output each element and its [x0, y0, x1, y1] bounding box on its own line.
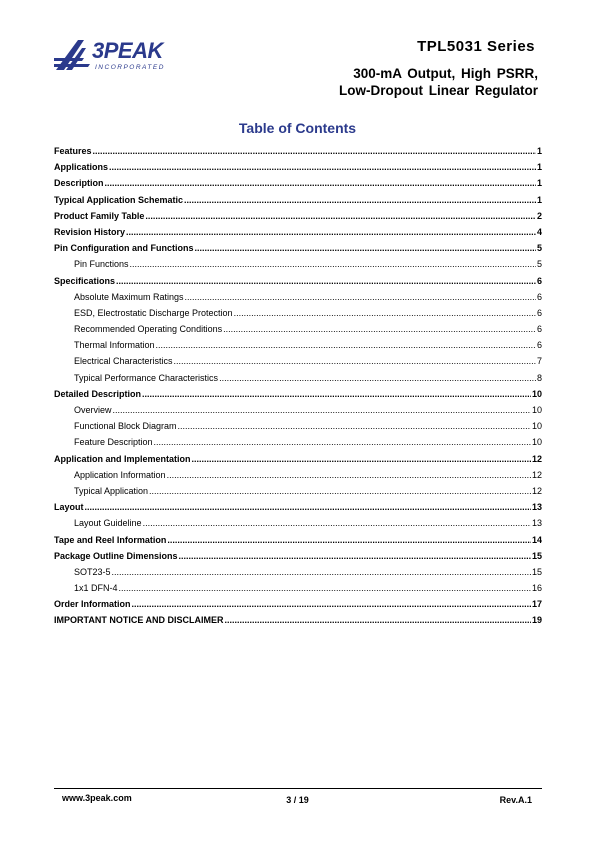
- toc-entry-page: 15: [531, 566, 542, 577]
- toc-leader-dots: [93, 146, 536, 156]
- toc-entry-page: 15: [531, 550, 542, 561]
- toc-subentry[interactable]: [54, 292, 542, 308]
- toc-entry-page: 10: [531, 388, 542, 399]
- toc-entry-title: Description: [54, 178, 104, 189]
- toc-entry[interactable]: [54, 276, 542, 292]
- toc-entry-page: 1: [536, 146, 542, 156]
- toc-entry[interactable]: [54, 502, 542, 518]
- toc-subentry[interactable]: [54, 373, 542, 389]
- toc-entry-page: 13: [531, 502, 542, 513]
- toc-entry-title: Feature Description: [74, 437, 153, 448]
- toc-entry-title: Features: [54, 146, 92, 156]
- footer-website: www.3peak.com: [62, 793, 132, 803]
- toc-title: Table of Contents: [238, 120, 357, 136]
- company-logo: [54, 38, 184, 74]
- subtitle-line-2: Low-Dropout Linear Regulator: [339, 83, 538, 98]
- toc-leader-dots: [145, 211, 536, 221]
- toc-entry-title: Recommended Operating Conditions: [74, 324, 223, 335]
- toc-entry-title: Application and Implementation: [54, 453, 191, 464]
- toc-entry[interactable]: [54, 454, 542, 470]
- toc-entry[interactable]: [54, 535, 542, 551]
- toc-entry-page: 10: [531, 405, 542, 415]
- toc-leader-dots: [167, 535, 531, 545]
- toc-leader-dots: [185, 292, 536, 302]
- toc-entry-page: 12: [531, 453, 542, 464]
- toc-subentry[interactable]: [54, 518, 542, 534]
- toc-subentry[interactable]: [54, 324, 542, 340]
- toc-subentry[interactable]: [54, 486, 542, 502]
- toc-entry-page: 13: [531, 518, 542, 529]
- toc-leader-dots: [225, 615, 531, 625]
- toc-entry-title: Typical Performance Characteristics: [74, 372, 219, 383]
- toc-entry-page: 12: [531, 469, 542, 480]
- toc-leader-dots: [154, 437, 531, 447]
- peak-logo-icon: [54, 38, 94, 72]
- toc-entry-title: Thermal Information: [74, 340, 155, 351]
- toc-subentry[interactable]: [54, 340, 542, 356]
- toc-leader-dots: [130, 259, 536, 269]
- toc-leader-dots: [167, 470, 531, 480]
- toc-entry-page: 6: [536, 307, 542, 318]
- toc-entry-title: Revision History: [54, 226, 126, 237]
- toc-entry-title: Package Outline Dimensions: [54, 550, 178, 561]
- subtitle-line-1: 300-mA Output, High PSRR,: [353, 66, 538, 81]
- toc-entry-page: 16: [531, 583, 542, 594]
- toc-leader-dots: [156, 340, 536, 350]
- product-subtitle: [339, 65, 538, 99]
- toc-entry-title: Typical Application Schematic: [54, 194, 184, 205]
- toc-entry-page: 14: [531, 534, 542, 545]
- toc-entry-title: Functional Block Diagram: [74, 421, 177, 432]
- toc-subentry[interactable]: [54, 259, 542, 275]
- toc-leader-dots: [105, 178, 536, 188]
- toc-entry-title: Specifications: [54, 275, 116, 286]
- toc-entry-page: 5: [536, 259, 542, 270]
- toc-leader-dots: [143, 518, 531, 528]
- toc-leader-dots: [149, 486, 531, 496]
- toc-leader-dots: [234, 308, 536, 318]
- toc-subentry[interactable]: [54, 470, 542, 486]
- toc-entry-page: 1: [536, 178, 542, 189]
- toc-entry[interactable]: [54, 178, 542, 194]
- toc-entry[interactable]: [54, 599, 542, 615]
- toc-entry[interactable]: [54, 146, 542, 162]
- toc-entry-title: Application Information: [74, 469, 166, 480]
- toc-entry[interactable]: [54, 227, 542, 243]
- toc-leader-dots: [178, 421, 531, 431]
- toc-leader-dots: [223, 324, 536, 334]
- toc-entry-page: 6: [536, 291, 542, 302]
- toc-entry-title: Layout Guideline: [74, 518, 142, 529]
- toc-subentry[interactable]: [54, 437, 542, 453]
- toc-entry-page: 6: [536, 324, 542, 335]
- toc-entry-title: Layout: [54, 502, 84, 513]
- toc-entry-title: Detailed Description: [54, 388, 142, 399]
- toc-leader-dots: [195, 243, 536, 253]
- toc-entry[interactable]: [54, 551, 542, 567]
- toc-entry-title: SOT23-5: [74, 566, 111, 577]
- toc-subentry[interactable]: [54, 583, 542, 599]
- toc-entry[interactable]: [54, 195, 542, 211]
- toc-entry[interactable]: [54, 211, 542, 227]
- toc-leader-dots: [174, 356, 536, 366]
- toc-leader-dots: [85, 502, 531, 512]
- logo-subtext: INCORPORATED: [95, 64, 165, 71]
- toc-leader-dots: [112, 567, 531, 577]
- toc-entry-title: Overview: [74, 405, 112, 415]
- toc-entry-page: 1: [536, 194, 542, 205]
- toc-entry-title: Product Family Table: [54, 210, 145, 221]
- toc-leader-dots: [116, 276, 536, 286]
- toc-entry-title: Tape and Reel Information: [54, 534, 167, 545]
- toc-entry-title: Pin Functions: [74, 259, 129, 270]
- product-series: TPL5031 Series: [417, 38, 535, 55]
- toc-entry-title: IMPORTANT NOTICE AND DISCLAIMER: [54, 615, 224, 626]
- toc-leader-dots: [119, 583, 531, 593]
- toc-leader-dots: [109, 162, 536, 172]
- toc-entry-title: Order Information: [54, 599, 131, 610]
- toc-subentry[interactable]: [54, 567, 542, 583]
- toc-entry-title: Pin Configuration and Functions: [54, 243, 194, 254]
- toc-entry-page: 5: [536, 243, 542, 254]
- toc-entry-page: 10: [531, 437, 542, 448]
- toc-entry-title: 1x1 DFN-4: [74, 583, 118, 594]
- toc-leader-dots: [192, 454, 531, 464]
- toc-entry-page: 2: [536, 210, 542, 221]
- toc-entry-page: 7: [536, 356, 542, 367]
- toc-entry-title: ESD, Electrostatic Discharge Protection: [74, 307, 233, 318]
- toc-leader-dots: [179, 551, 531, 561]
- toc-entry-page: 12: [531, 485, 542, 496]
- toc-leader-dots: [126, 227, 536, 237]
- toc-subentry[interactable]: [54, 356, 542, 372]
- toc-entry[interactable]: [54, 243, 542, 259]
- toc-entry-title: Electrical Characteristics: [74, 356, 173, 367]
- footer-revision: Rev.A.1: [499, 795, 532, 805]
- toc-leader-dots: [142, 389, 531, 399]
- toc-entry-page: 17: [531, 599, 542, 610]
- toc-leader-dots: [113, 405, 531, 415]
- footer-page-number: 3 / 19: [286, 795, 309, 805]
- toc-entry[interactable]: [54, 615, 542, 631]
- toc-subentry[interactable]: [54, 421, 542, 437]
- toc-entry-page: 6: [536, 275, 542, 286]
- toc-entry-title: Absolute Maximum Ratings: [74, 291, 184, 302]
- footer-divider: [54, 788, 542, 789]
- toc-entry-title: Applications: [54, 162, 109, 173]
- toc-leader-dots: [184, 195, 536, 205]
- toc-entry-page: 10: [531, 421, 542, 432]
- logo-text: 3PEAK: [92, 38, 163, 63]
- toc-entry[interactable]: [54, 162, 542, 178]
- toc-entry-page: 6: [536, 340, 542, 351]
- toc-entry[interactable]: [54, 389, 542, 405]
- toc-entry-page: 1: [536, 162, 542, 173]
- table-of-contents: [54, 146, 542, 632]
- toc-leader-dots: [132, 599, 531, 609]
- toc-entry-page: 4: [536, 226, 542, 237]
- toc-entry-title: Typical Application: [74, 485, 149, 496]
- toc-subentry[interactable]: [54, 405, 542, 421]
- toc-subentry[interactable]: [54, 308, 542, 324]
- toc-entry-page: 8: [536, 372, 542, 383]
- toc-entry-page: 19: [531, 615, 542, 626]
- toc-leader-dots: [219, 373, 536, 383]
